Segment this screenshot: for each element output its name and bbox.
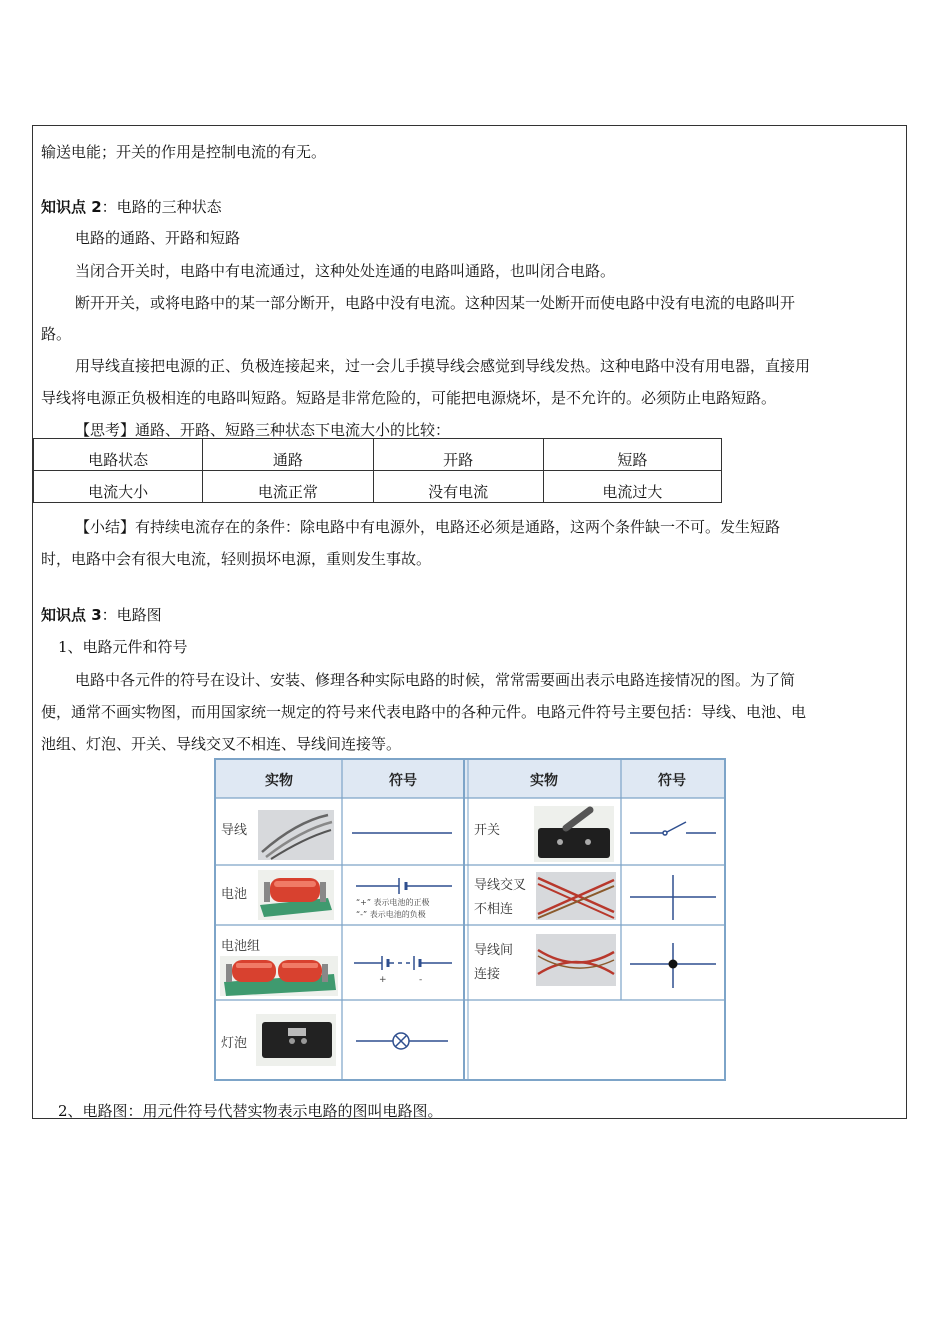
text-line: 导线将电源正负极相连的电路叫短路。短路是非常危险的，可能把电源烧坏，是不允许的。必须防止电路短路。 xyxy=(41,389,777,407)
text-line: 当闭合开关时，电路中有电流通过，这种处处连通的电路叫通路，也叫闭合电路。 xyxy=(75,262,616,280)
summary-rest: ：除电路中有电源外，电路还必须是通路，这两个条件缺一不可。发生短路 xyxy=(285,518,781,536)
crossing-wires-photo xyxy=(536,872,616,920)
header-symbol-left: 符号 xyxy=(389,773,417,789)
subheading: 1、电路元件和符号 xyxy=(58,638,188,656)
text-line: 2、电路图：用元件符号代替实物表示电路的图叫电路图。 xyxy=(58,1102,443,1120)
joined-wires-photo xyxy=(536,934,616,986)
text-line: 断开开关，或将电路中的某一部分断开，电路中没有电流。这种因某一处断开而使电路中没有电流的电路叫开 xyxy=(75,294,796,312)
pack-plus: + xyxy=(379,975,387,985)
text-line: 路。 xyxy=(41,325,72,343)
crossing-symbol xyxy=(630,875,716,920)
junction-symbol xyxy=(630,943,716,988)
summary-line xyxy=(75,517,780,537)
label-battery-pack: 电池组 xyxy=(221,939,261,954)
symbols-table-svg xyxy=(216,760,724,1079)
label-crossing-2: 不相连 xyxy=(474,902,514,917)
battery-note-minus: “-” 表示电池的负极 xyxy=(356,910,426,919)
battery-photo xyxy=(258,870,334,920)
bulb-photo xyxy=(256,1014,336,1066)
table-header-row xyxy=(34,439,722,471)
text-line: 用导线直接把电源的正、负极连接起来，过一会儿手摸导线会感觉到导线发热。这种电路中没有用电器，直接用 xyxy=(75,357,811,375)
battery-pack-symbol xyxy=(354,956,452,970)
table-row xyxy=(34,471,722,503)
switch-symbol xyxy=(630,822,716,835)
text-line: 【思考】通路、开路、短路三种状态下电流大小的比较： xyxy=(75,421,451,439)
table-cell: 没有电流 xyxy=(373,471,543,503)
text-line: 池组、灯泡、开关、导线交叉不相连、导线间连接等。 xyxy=(41,735,402,753)
table-cell: 电流过大 xyxy=(543,471,721,503)
text-line: 电路的通路、开路和短路 xyxy=(75,229,241,247)
table-cell: 电路状态 xyxy=(34,439,203,471)
heading-title: ：电路的三种状态 xyxy=(101,198,222,216)
text-line: 时，电路中会有很大电流，轻则损坏电源，重则发生事故。 xyxy=(41,550,432,568)
circuit-symbols-figure xyxy=(214,758,726,1081)
table-cell: 电流正常 xyxy=(203,471,373,503)
label-switch: 开关 xyxy=(474,823,501,838)
battery-pack-photo xyxy=(220,956,338,996)
battery-symbol xyxy=(356,878,452,894)
pack-minus: - xyxy=(419,975,423,985)
battery-note-plus: “+” 表示电池的正极 xyxy=(356,898,430,907)
summary-prefix: 【小结】有持续电流存在的条件 xyxy=(75,518,286,536)
table-cell: 电流大小 xyxy=(34,471,203,503)
label-battery: 电池 xyxy=(221,887,248,902)
switch-photo xyxy=(534,806,614,862)
heading-kp2 xyxy=(41,197,222,217)
table-cell: 开路 xyxy=(373,439,543,471)
label-junction: 导线间 xyxy=(474,943,514,958)
bulb-symbol xyxy=(356,1033,448,1049)
text-line: 便，通常不画实物图，而用国家统一规定的符号来代表电路中的各种元件。电路元件符号主要包括：导线、电池、电 xyxy=(41,703,807,721)
header-real-right: 实物 xyxy=(530,773,558,789)
table-cell: 短路 xyxy=(543,439,721,471)
heading-title: ：电路图 xyxy=(101,606,162,624)
compare-table xyxy=(33,438,722,503)
text-line: 输送电能；开关的作用是控制电流的有无。 xyxy=(41,143,327,161)
header-real-left: 实物 xyxy=(265,773,293,789)
table-cell: 通路 xyxy=(203,439,373,471)
header-symbol-right: 符号 xyxy=(658,773,686,789)
text-line: 电路中各元件的符号在设计、安装、修理各种实际电路的时候，常常需要画出表示电路连接情况的图。为了简 xyxy=(75,671,796,689)
label-junction-2: 连接 xyxy=(474,967,501,982)
label-bulb: 灯泡 xyxy=(221,1036,248,1051)
heading-label: 知识点 2 xyxy=(41,198,102,216)
label-wire: 导线 xyxy=(221,823,248,838)
heading-label: 知识点 3 xyxy=(41,606,102,624)
label-crossing: 导线交叉 xyxy=(474,878,527,893)
heading-kp3 xyxy=(41,605,162,625)
wire-photo xyxy=(258,810,334,860)
